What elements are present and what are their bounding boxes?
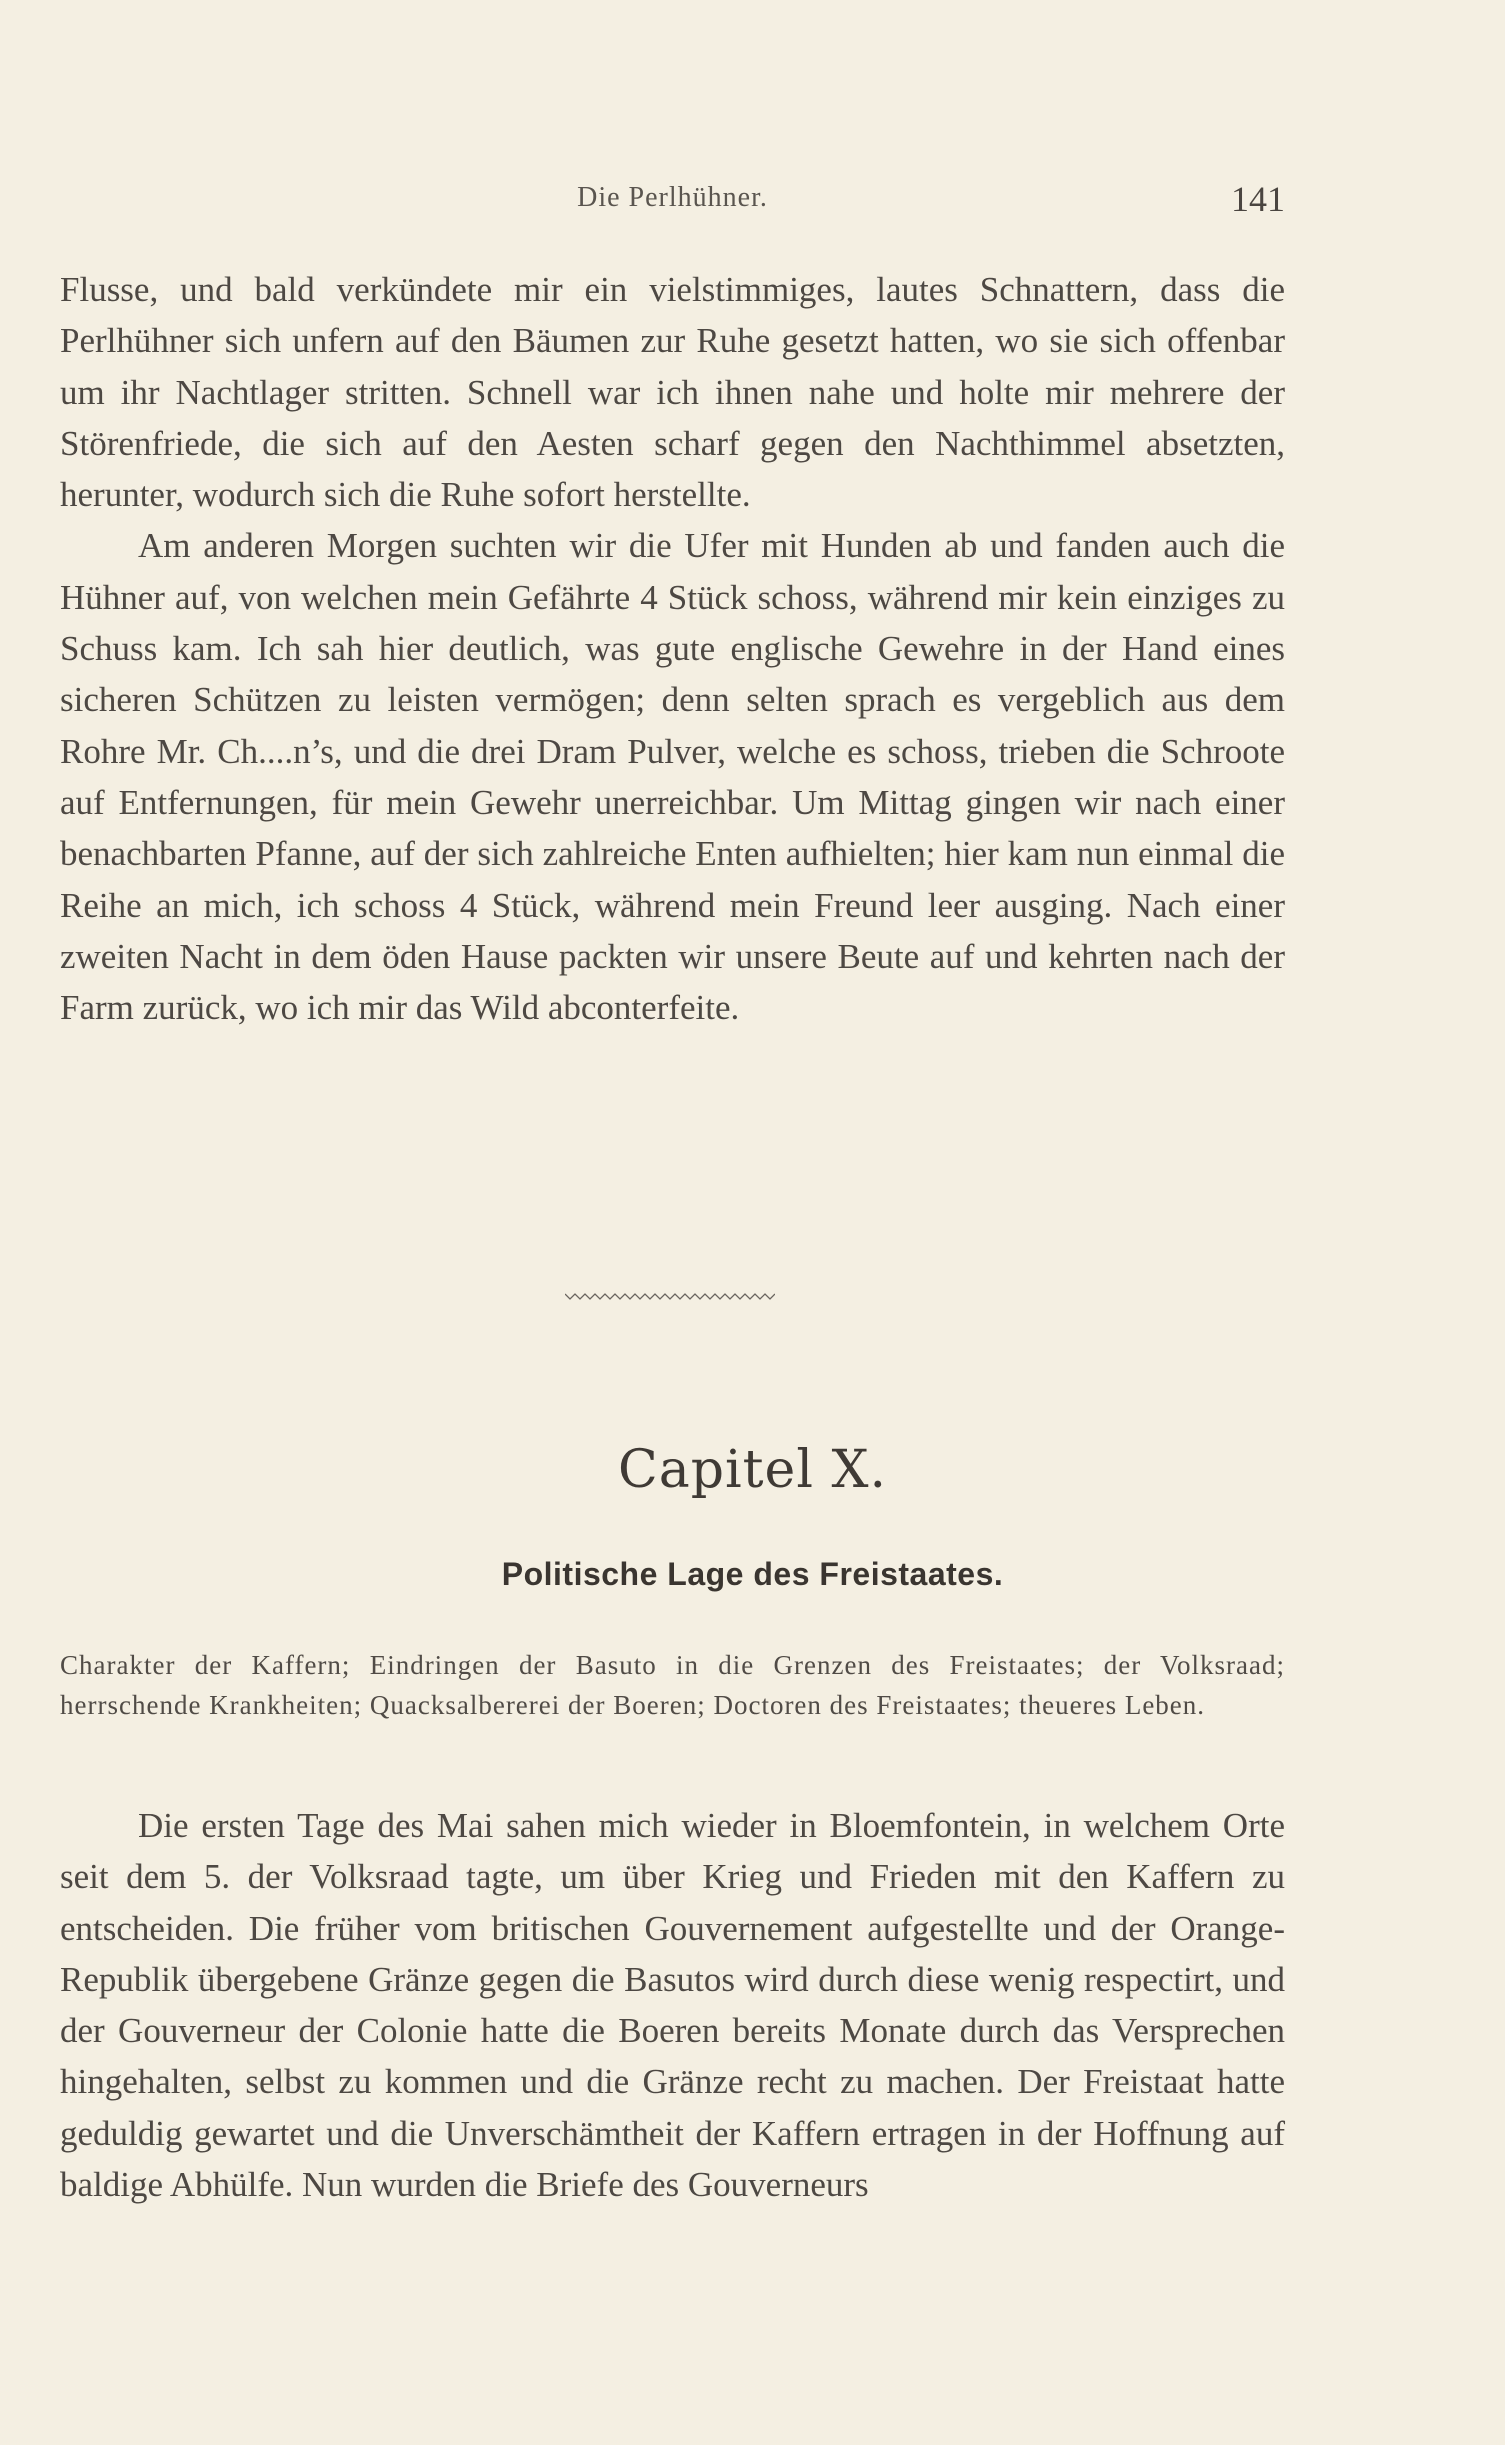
paragraph: Flusse, und bald verkündete mir ein vielstimmiges, lautes Schnattern, dass die Perlhühner sich unfern auf den Bäumen zur Ruhe gesetzt hatten, wo sie sich offenbar um ihr Nachtlager stritten. Schnell war ich ihnen nahe und holte mir mehrere der Störenfriede, die sich auf den Aesten scharf gegen den Nachthimmel absetzten, herunter, wodurch sich die Ruhe sofort herstellte. <box>60 270 1285 515</box>
chapter-summary: Charakter der Kaffern; Eindringen der Basuto in die Grenzen des Freistaates; der Volksraad; herrschende Krankheiten; Quacksalbererei der Boeren; Doctoren des Freistaates; theueres Leben. <box>60 1650 1285 1720</box>
chapter-subtitle: Politische Lage des Freistaates. <box>501 1556 1004 1592</box>
chapter-title: Capitel X. <box>617 1440 888 1500</box>
paragraph: Die ersten Tage des Mai sahen mich wieder in Bloemfontein, in welchem Orte seit dem 5. der Volksraad tagte, um über Krieg und Frieden mit den Kaffern zu entscheiden. Die früher vom britischen Gouvernement aufgestellte und der Orange-Republik übergebene Gränze gegen die Basutos wird durch diese wenig respectirt, und der Gouverneur der Colonie hatte die Boeren bereits Monate durch das Versprechen hingehalten, selbst zu kommen und die Gränze recht zu machen. Der Freistaat hatte geduldig gewartet und die Unverschämtheit der Kaffern ertragen in der Hoffnung auf baldige Abhülfe. Nun wurden die Briefe des Gouverneurs <box>60 1806 1285 2205</box>
wavy-divider-ornament <box>565 1290 775 1304</box>
text-block-bottom <box>60 1800 1285 2210</box>
page-header <box>60 178 1285 228</box>
page-number: 141 <box>1231 179 1285 219</box>
text-block-top <box>60 264 1285 1033</box>
running-title: Die Perlhühner. <box>577 182 768 213</box>
paragraph: Am anderen Morgen suchten wir die Ufer mit Hunden ab und fanden auch die Hühner auf, von welchen mein Gefährte 4 Stück schoss, während mir kein einziges zu Schuss kam. Ich sah hier deutlich, was gute englische Gewehre in der Hand eines sicheren Schützen zu leisten vermögen; denn selten sprach es vergeblich aus dem Rohre Mr. Ch....n’s, und die drei Dram Pulver, welche es schoss, trieben die Schroote auf Entfernungen, für mein Gewehr unerreichbar. Um Mittag gingen wir nach einer benachbarten Pfanne, auf der sich zahlreiche Enten aufhielten; hier kam nun einmal die Reihe an mich, ich schoss 4 Stück, während mein Freund leer ausging. Nach einer zweiten Nacht in dem öden Hause packten wir unsere Beute auf und kehrten nach der Farm zurück, wo ich mir das Wild abconterfeite. <box>60 526 1285 1028</box>
